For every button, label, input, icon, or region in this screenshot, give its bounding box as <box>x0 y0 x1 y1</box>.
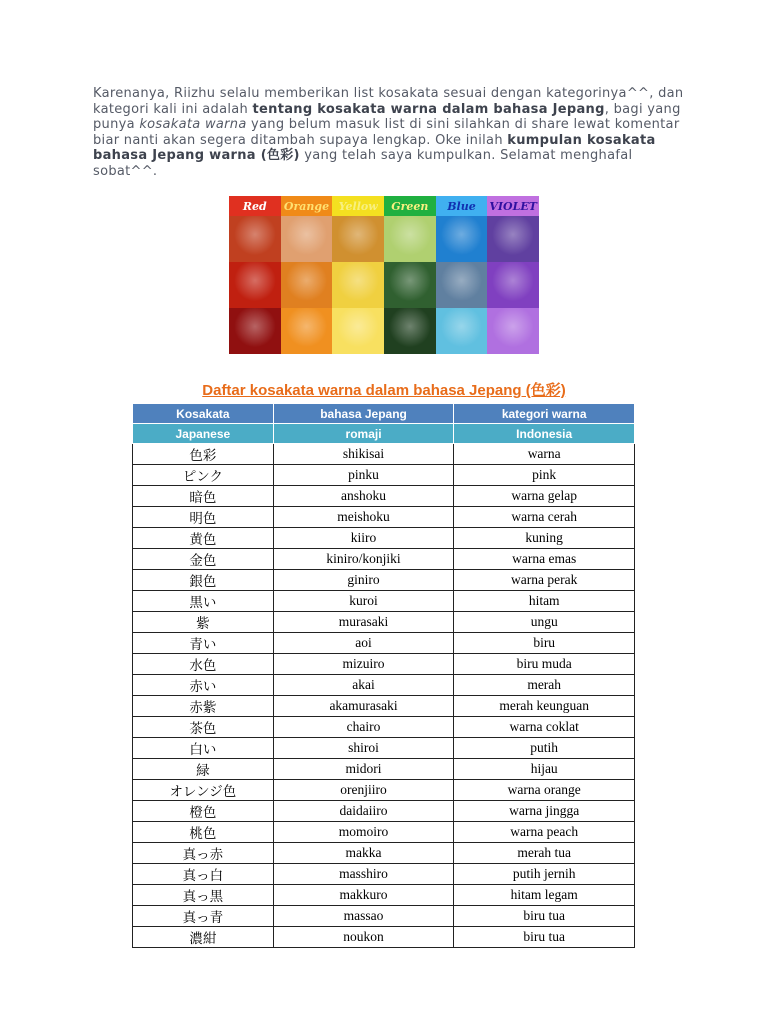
table-row <box>133 885 635 906</box>
cell-indonesia: warna gelap <box>454 486 635 507</box>
table-title: Daftar kosakata warna dalam bahasa Jepang (色彩) <box>202 382 566 399</box>
cell-indonesia: biru tua <box>454 906 635 927</box>
cell-romaji: meishoku <box>273 507 454 528</box>
table-row <box>133 591 635 612</box>
table-row <box>133 549 635 570</box>
cell-romaji: kiniro/konjiki <box>273 549 454 570</box>
cell-romaji: murasaki <box>273 612 454 633</box>
cell-indonesia: putih jernih <box>454 864 635 885</box>
intro-bold-1: tentang kosakata warna dalam bahasa Jepang <box>252 101 605 117</box>
collage-tile <box>229 262 281 308</box>
cell-indonesia: ungu <box>454 612 635 633</box>
table-row <box>133 528 635 549</box>
header-kategori-warna: kategori warna <box>454 404 635 424</box>
cell-romaji: makka <box>273 843 454 864</box>
cell-japanese: 濃紺 <box>133 927 274 948</box>
cell-romaji: masshiro <box>273 864 454 885</box>
collage-tile <box>281 216 333 262</box>
cell-indonesia: putih <box>454 738 635 759</box>
cell-romaji: daidaiiro <box>273 801 454 822</box>
header-indonesia: Indonesia <box>454 424 635 444</box>
table-row <box>133 927 635 948</box>
table-header-row-1 <box>133 404 635 424</box>
cell-indonesia: biru muda <box>454 654 635 675</box>
cell-indonesia: kuning <box>454 528 635 549</box>
table-row <box>133 780 635 801</box>
table-row <box>133 696 635 717</box>
cell-indonesia: merah <box>454 675 635 696</box>
cell-japanese: 色彩 <box>133 444 274 465</box>
intro-text-2: , bagi yang punya <box>93 101 681 132</box>
cell-indonesia: pink <box>454 465 635 486</box>
cell-japanese: 黄色 <box>133 528 274 549</box>
cell-japanese: 赤い <box>133 675 274 696</box>
cell-indonesia: merah tua <box>454 843 635 864</box>
collage-header-label: Green <box>384 196 436 216</box>
table-row <box>133 570 635 591</box>
cell-romaji: massao <box>273 906 454 927</box>
header-bahasa-jepang: bahasa Jepang <box>273 404 454 424</box>
cell-indonesia: biru <box>454 633 635 654</box>
cell-romaji: chairo <box>273 717 454 738</box>
table-row <box>133 654 635 675</box>
intro-paragraph <box>93 86 693 179</box>
table-row <box>133 843 635 864</box>
collage-header-label: Blue <box>436 196 488 216</box>
cell-japanese: 紫 <box>133 612 274 633</box>
table-row <box>133 507 635 528</box>
cell-romaji: midori <box>273 759 454 780</box>
cell-romaji: aoi <box>273 633 454 654</box>
header-romaji: romaji <box>273 424 454 444</box>
table-row <box>133 633 635 654</box>
intro-italic-1: kosakata warna <box>139 117 247 132</box>
cell-indonesia: merah keunguan <box>454 696 635 717</box>
table-row <box>133 444 635 465</box>
table-row <box>133 612 635 633</box>
cell-japanese: 金色 <box>133 549 274 570</box>
cell-indonesia: warna emas <box>454 549 635 570</box>
cell-romaji: anshoku <box>273 486 454 507</box>
intro-bold-2: kumpulan kosakata bahasa Jepang warna (色彩) <box>93 132 656 163</box>
table-row <box>133 486 635 507</box>
table-row <box>133 822 635 843</box>
collage-tile <box>487 308 539 354</box>
intro-text-1: Karenanya, Riizhu selalu memberikan list kosakata sesuai dengan kategorinya^^, dan kategori kali ini adalah <box>93 86 684 117</box>
cell-japanese: 赤紫 <box>133 696 274 717</box>
table-row <box>133 759 635 780</box>
table-row <box>133 906 635 927</box>
cell-romaji: akamurasaki <box>273 696 454 717</box>
cell-indonesia: warna perak <box>454 570 635 591</box>
cell-japanese: 青い <box>133 633 274 654</box>
collage-tile <box>436 308 488 354</box>
collage-tile <box>229 216 281 262</box>
cell-japanese: 白い <box>133 738 274 759</box>
collage-header-label: Orange <box>281 196 333 216</box>
cell-romaji: kiiro <box>273 528 454 549</box>
cell-romaji: orenjiiro <box>273 780 454 801</box>
table-row <box>133 465 635 486</box>
collage-tile <box>436 262 488 308</box>
collage-tile <box>281 308 333 354</box>
cell-japanese: 橙色 <box>133 801 274 822</box>
cell-japanese: ピンク <box>133 465 274 486</box>
cell-indonesia: biru tua <box>454 927 635 948</box>
cell-indonesia: hitam <box>454 591 635 612</box>
table-row <box>133 675 635 696</box>
cell-indonesia: warna peach <box>454 822 635 843</box>
cell-japanese: 真っ青 <box>133 906 274 927</box>
cell-romaji: akai <box>273 675 454 696</box>
table-header-row-2 <box>133 424 635 444</box>
collage-tile <box>436 216 488 262</box>
cell-romaji: kuroi <box>273 591 454 612</box>
cell-japanese: 真っ黒 <box>133 885 274 906</box>
cell-japanese: 緑 <box>133 759 274 780</box>
table-row <box>133 864 635 885</box>
cell-romaji: giniro <box>273 570 454 591</box>
cell-romaji: momoiro <box>273 822 454 843</box>
cell-indonesia: warna coklat <box>454 717 635 738</box>
cell-indonesia: hitam legam <box>454 885 635 906</box>
collage-tile <box>487 216 539 262</box>
cell-japanese: オレンジ色 <box>133 780 274 801</box>
header-japanese: Japanese <box>133 424 274 444</box>
collage-header-label: VIOLET <box>487 196 539 216</box>
cell-japanese: 明色 <box>133 507 274 528</box>
cell-romaji: makkuro <box>273 885 454 906</box>
header-kosakata: Kosakata <box>133 404 274 424</box>
cell-japanese: 真っ白 <box>133 864 274 885</box>
table-row <box>133 801 635 822</box>
intro-text-3: yang belum masuk list di sini silahkan di share lewat komentar biar nanti akan segera ditambah supaya lengkap. Oke inilah <box>93 117 680 148</box>
cell-japanese: 茶色 <box>133 717 274 738</box>
cell-indonesia: warna cerah <box>454 507 635 528</box>
table-row <box>133 738 635 759</box>
cell-romaji: pinku <box>273 465 454 486</box>
color-collage-image <box>229 196 539 354</box>
cell-romaji: shiroi <box>273 738 454 759</box>
cell-indonesia: hijau <box>454 759 635 780</box>
collage-tile <box>332 308 384 354</box>
cell-indonesia: warna orange <box>454 780 635 801</box>
cell-japanese: 銀色 <box>133 570 274 591</box>
collage-tile <box>332 216 384 262</box>
cell-romaji: mizuiro <box>273 654 454 675</box>
intro-text-4: yang telah saya kumpulkan. Selamat menghafal sobat^^. <box>93 148 633 179</box>
cell-japanese: 暗色 <box>133 486 274 507</box>
cell-japanese: 水色 <box>133 654 274 675</box>
collage-tile <box>281 262 333 308</box>
table-row <box>133 717 635 738</box>
collage-tile <box>487 262 539 308</box>
cell-indonesia: warna <box>454 444 635 465</box>
collage-tile <box>332 262 384 308</box>
collage-header-label: Red <box>229 196 281 216</box>
collage-header-label: Yellow <box>332 196 384 216</box>
cell-romaji: shikisai <box>273 444 454 465</box>
collage-tile <box>229 308 281 354</box>
cell-romaji: noukon <box>273 927 454 948</box>
collage-tile <box>384 308 436 354</box>
cell-indonesia: warna jingga <box>454 801 635 822</box>
vocab-table <box>132 403 635 948</box>
cell-japanese: 真っ赤 <box>133 843 274 864</box>
collage-tile <box>384 216 436 262</box>
cell-japanese: 黒い <box>133 591 274 612</box>
cell-japanese: 桃色 <box>133 822 274 843</box>
collage-tile <box>384 262 436 308</box>
